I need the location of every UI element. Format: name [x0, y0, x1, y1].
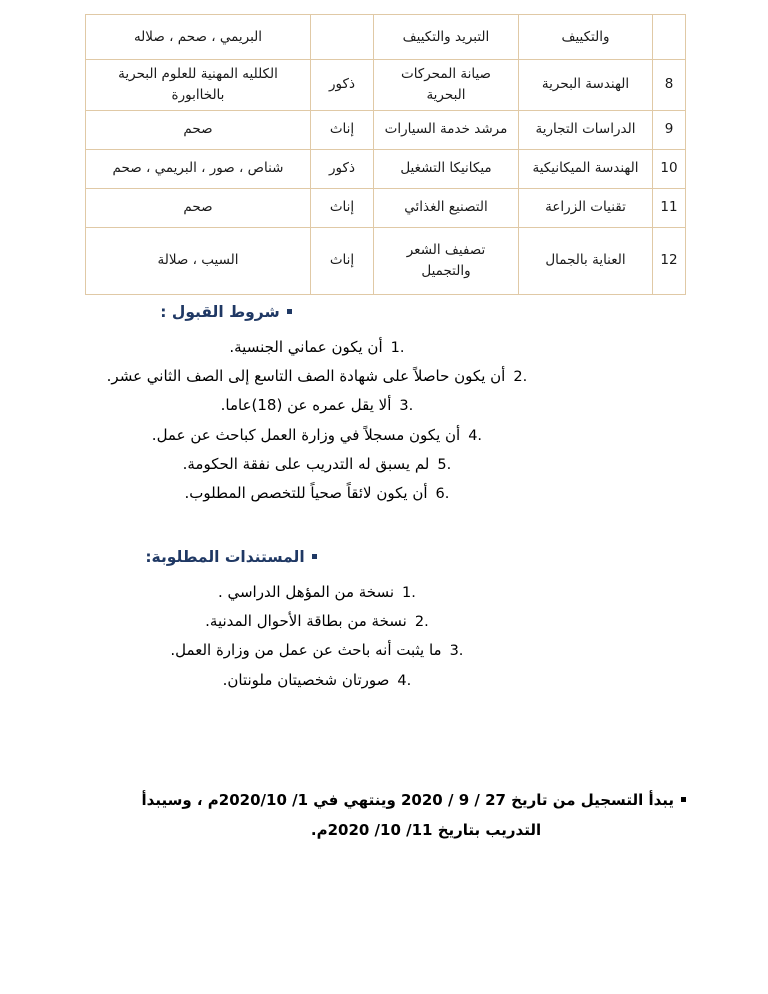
- list-item-number: 2.: [414, 614, 429, 631]
- list-item-text: نسخة من بطاقة الأحوال المدنية.: [205, 612, 407, 631]
- cell-gender: إناث: [311, 188, 374, 227]
- cell-specialty: الهندسة البحرية: [519, 60, 653, 111]
- registration-note-line2: التدريب بتاريخ 11/ 10/ 2020م.: [310, 821, 542, 839]
- list-item-text: ما يثبت أنه باحث عن عمل من وزارة العمل.: [170, 641, 442, 660]
- list-item: [86, 391, 686, 420]
- required-documents-section: [86, 545, 686, 695]
- square-bullet-icon: [287, 309, 292, 314]
- heading-text: المستندات المطلوبة:: [145, 548, 305, 566]
- cell-specialty: الهندسة الميكانيكية: [519, 149, 653, 188]
- training-programs-table: [85, 14, 686, 295]
- list-item-text: أن يكون لائقاً صحياً للتخصص المطلوب.: [184, 484, 428, 503]
- list-item-text: نسخة من المؤهل الدراسي .: [217, 582, 395, 601]
- cell-number: [653, 15, 686, 60]
- list-item-number: 4.: [468, 427, 483, 444]
- list-item-text: أن يكون مسجلاً في وزارة العمل كباحث عن عمل.: [151, 425, 461, 444]
- cell-specialty: العناية بالجمال: [519, 227, 653, 294]
- cell-location: الكلليه المهنية للعلوم البحرية بالخاابورة: [86, 60, 311, 111]
- cell-program: صيانة المحركات البحرية: [374, 60, 519, 111]
- cell-program: مرشد خدمة السيارات: [374, 110, 519, 149]
- table-row: [86, 60, 686, 111]
- table-body: [86, 15, 686, 295]
- list-item: [86, 450, 686, 479]
- list-item: [86, 607, 686, 636]
- list-item-text: أن يكون حاصلاً على شهادة الصف التاسع إلى الصف الثاني عشر.: [106, 367, 506, 386]
- table-row: [86, 15, 686, 60]
- list-item-text: لم يسبق له التدريب على نفقة الحكومة.: [182, 454, 430, 473]
- heading-text: شروط القبول :: [160, 303, 280, 321]
- cell-gender: ذكور: [311, 149, 374, 188]
- cell-specialty: تقنيات الزراعة: [519, 188, 653, 227]
- list-item: [86, 666, 686, 695]
- table-row: [86, 188, 686, 227]
- admission-conditions-heading: [86, 300, 686, 325]
- cell-specialty: والتكييف: [519, 15, 653, 60]
- cell-location: صحم: [86, 188, 311, 227]
- cell-number: 12: [653, 227, 686, 294]
- registration-note-line1: يبدأ التسجيل من تاريخ 27 / 9 / 2020 وينتهي في 1/ 2020/10م ، وسيبدأ: [141, 791, 674, 809]
- registration-dates-note: [86, 785, 686, 845]
- cell-program: التصنيع الغذائي: [374, 188, 519, 227]
- square-bullet-icon: [681, 797, 686, 802]
- cell-number: 9: [653, 110, 686, 149]
- cell-gender: إناث: [311, 110, 374, 149]
- list-item-number: 4.: [397, 672, 412, 689]
- list-item-number: 5.: [437, 456, 452, 473]
- admission-conditions-section: [86, 300, 686, 508]
- table-row: [86, 149, 686, 188]
- table-row: [86, 227, 686, 294]
- cell-program: التبريد والتكييف: [374, 15, 519, 60]
- table-row: [86, 110, 686, 149]
- required-documents-heading: [86, 545, 686, 570]
- list-item-text: ألا يقل عمره عن (18)عاما.: [220, 396, 392, 415]
- cell-location: السيب ، صلالة: [86, 227, 311, 294]
- cell-gender: إناث: [311, 227, 374, 294]
- required-documents-list: [86, 578, 686, 695]
- list-item: [86, 636, 686, 665]
- list-item-number: 3.: [399, 398, 414, 415]
- list-item-number: 6.: [435, 486, 450, 503]
- cell-gender: ذكور: [311, 60, 374, 111]
- list-item-text: صورتان شخصيتان ملونتان.: [222, 670, 390, 689]
- list-item: [86, 333, 686, 362]
- square-bullet-icon: [312, 554, 317, 559]
- list-item-number: 3.: [449, 643, 464, 660]
- cell-location: البريمي ، صحم ، صلاله: [86, 15, 311, 60]
- cell-specialty: الدراسات التجارية: [519, 110, 653, 149]
- cell-number: 10: [653, 149, 686, 188]
- list-item: [86, 578, 686, 607]
- admission-conditions-list: [86, 333, 686, 509]
- list-item: [86, 421, 686, 450]
- cell-number: 8: [653, 60, 686, 111]
- list-item: [86, 362, 686, 391]
- cell-gender: [311, 15, 374, 60]
- list-item-number: 1.: [390, 339, 405, 356]
- cell-location: صحم: [86, 110, 311, 149]
- list-item-text: أن يكون عماني الجنسية.: [229, 337, 383, 356]
- list-item: [86, 479, 686, 508]
- list-item-number: 1.: [402, 584, 416, 601]
- cell-location: شناص ، صور ، البريمي ، صحم: [86, 149, 311, 188]
- cell-number: 11: [653, 188, 686, 227]
- list-item-number: 2.: [513, 369, 528, 386]
- cell-program: ميكانيكا التشغيل: [374, 149, 519, 188]
- training-programs-table-wrapper: [86, 14, 686, 295]
- cell-program: تصفيف الشعر والتجميل: [374, 227, 519, 294]
